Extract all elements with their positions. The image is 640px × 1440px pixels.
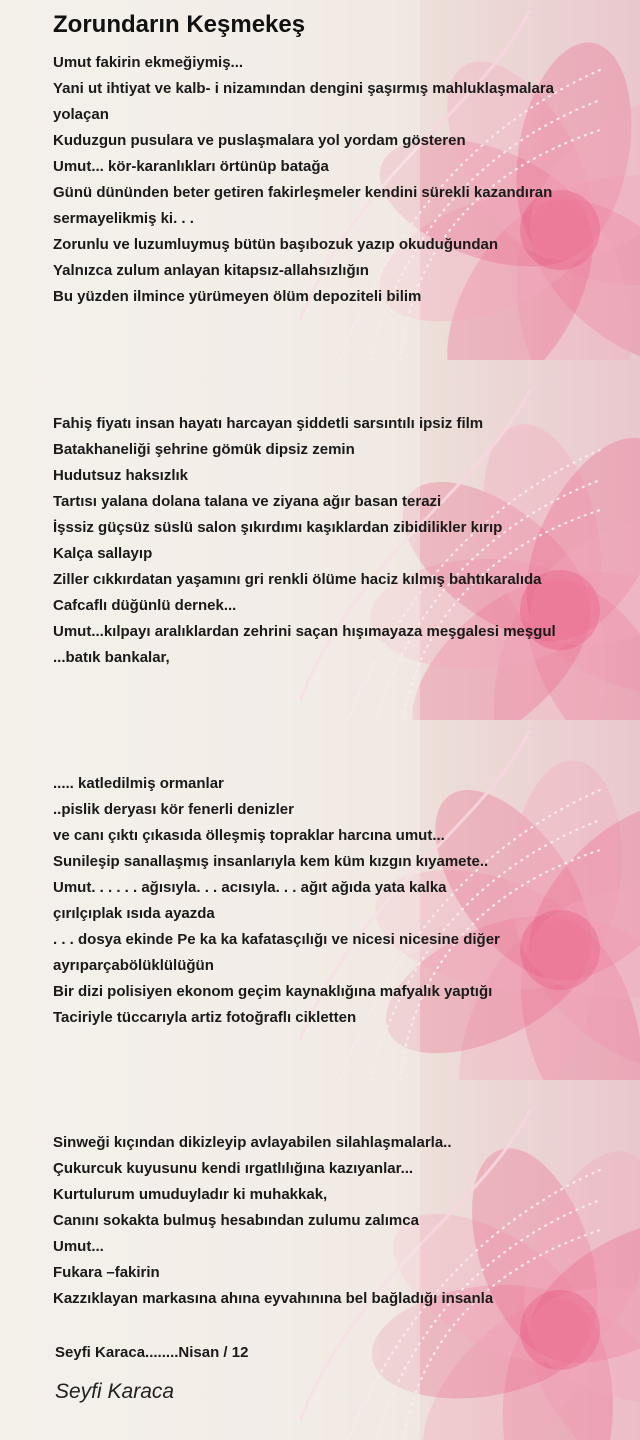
poem-line: ve canı çıktı çıkasıda ölleşmiş topraklar harcına umut...	[53, 827, 445, 844]
poem-line: Umut. . . . . . ağısıyla. . . acısıyla. . . ağıt ağıda yata kalka	[53, 879, 447, 896]
poem-line: Zorunlu ve luzumluymuş bütün başıbozuk yazıp okuduğundan	[53, 236, 499, 253]
poem-line: Kazzıklayan markasına ahına eyvahınına bel bağladığı insanla	[53, 1290, 494, 1307]
poem-line: Sunileşip sanallaşmış insanlarıyla kem küm kızgın kıyamete..	[53, 853, 489, 870]
poem-line: Batakhaneliği şehrine gömük dipsiz zemin	[53, 441, 355, 458]
poem-line: Hudutsuz haksızlık	[53, 467, 189, 484]
poem-line: Günü dününden beter getiren fakirleşmeler kendini sürekli kazandıran	[53, 184, 553, 201]
poem-line: Kurtulurum umuduyladır ki muhakkak,	[53, 1186, 328, 1203]
poem-line: Kuduzgun pusulara ve puslaşmalara yol yordam gösteren	[53, 132, 466, 149]
poem-line: Fukara –fakirin	[53, 1264, 160, 1281]
poem-line: ayrıparçabölüklülüğün	[53, 957, 214, 974]
poem-line: Cafcaflı düğünlü dernek...	[53, 597, 237, 614]
stanza-1	[53, 50, 620, 310]
poem-line: ..pislik deryası kör fenerli denizler	[53, 801, 294, 818]
poem-line: Canını sokakta bulmuş hesabından zulumu zalımca	[53, 1212, 419, 1229]
poem-line: Umut...	[53, 1238, 104, 1255]
poem-line: sermayelikmiş ki. . .	[53, 210, 194, 227]
poem-line: Bu yüzden ilmince yürümeyen ölüm depoziteli bilim	[53, 288, 422, 305]
poem-line: Çukurcuk kuyusunu kendi ırgatlılığına kazıyanlar...	[53, 1160, 414, 1177]
poem-line: ..... katledilmiş ormanlar	[53, 775, 224, 792]
poem-line: İşssiz güçsüz süslü salon şıkırdımı kaşıklardan zibidilikler kırıp	[53, 519, 503, 536]
poem-title: Zorundarın Keşmekeş	[53, 11, 306, 38]
poem-line: Umut...kılpayı aralıklardan zehrini saçan hışımayaza meşgalesi meşgul	[53, 623, 556, 640]
poem-line: Taciriyle tüccarıyla artiz fotoğraflı cikletten	[53, 1009, 357, 1026]
poem-line: Umut fakirin ekmeğiymiş...	[53, 54, 244, 71]
poem-line: Fahiş fiyatı insan hayatı harcayan şiddetli sarsıntılı ipsiz film	[53, 415, 484, 432]
poem-line: Kalça sallayıp	[53, 545, 153, 562]
stanza-4	[53, 1130, 620, 1312]
poem-line: Tartısı yalana dolana talana ve ziyana ağır basan terazi	[53, 493, 442, 510]
poem-line: Bir dizi polisiyen ekonom geçim kaynaklığına mafyalık yaptığı	[53, 983, 493, 1000]
poem-line: . . . dosya ekinde Pe ka ka kafatasçılığı ve nicesi nicesine diğer	[53, 931, 500, 948]
poem-line: Ziller cıkkırdatan yaşamını gri renkli ölüme haciz kılmış bahtıkaralıda	[53, 571, 542, 588]
stanza-3	[53, 771, 620, 1031]
signature-date: Seyfi Karaca........Nisan / 12	[55, 1344, 249, 1361]
poem-line: yolaçan	[53, 106, 109, 123]
author-name: Seyfi Karaca	[55, 1380, 175, 1403]
poem-line: çırılçıplak ısıda ayazda	[53, 905, 215, 922]
poem-line: Umut... kör-karanlıkları örtünüp batağa	[53, 158, 329, 175]
poem-line: Yani ut ihtiyat ve kalb- i nizamından dengini şaşırmış mahluklaşmalara	[53, 80, 554, 97]
poem-line: Yalnızca zulum anlayan kitapsız-allahsızlığın	[53, 262, 369, 279]
stanza-2	[53, 411, 620, 671]
poem-line: Sinweği kıçından dikizleyip avlayabilen silahlaşmalarla..	[53, 1134, 452, 1151]
poem-line: ...batık bankalar,	[53, 649, 170, 666]
